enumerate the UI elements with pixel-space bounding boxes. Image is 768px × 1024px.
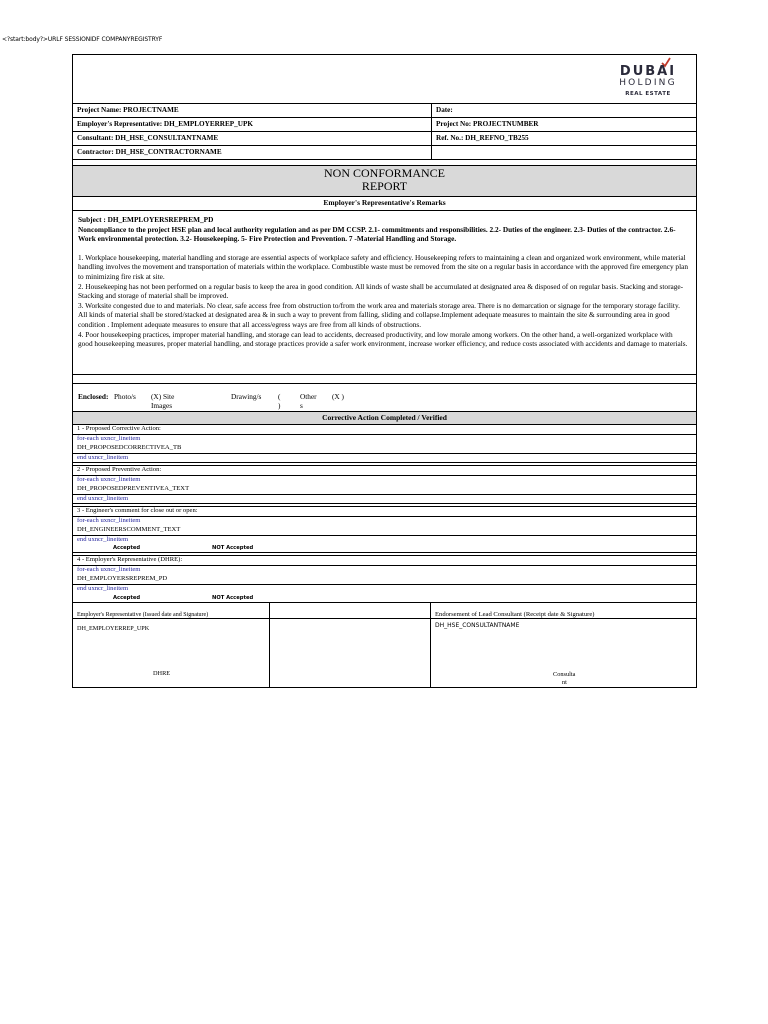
site-images-word: Images bbox=[151, 401, 173, 410]
others-option: (X ) bbox=[332, 392, 344, 401]
project-number: Project No: PROJECTNUMBER bbox=[431, 118, 696, 131]
date: Date: bbox=[431, 104, 696, 117]
section-4-loop-end: end uxncr_lineitem bbox=[77, 585, 129, 592]
noncompliance-statement: Noncompliance to the project HSE plan and local authority regulation and as per DM CCSP. 2.1- commitments and responsibilities. 2.2- Duties of the engineer. 2.3- Duties of the contractor. 2.6- Work environmental protection. 3.2- Housekeeping. 5- Fire Protection and Prevention. 7 -Material Handling and Storage. bbox=[78, 224, 676, 244]
enclosed-label: Enclosed: bbox=[78, 392, 109, 401]
logo-line-3: REAL ESTATE bbox=[625, 91, 671, 97]
remark-point: 3. Worksite congested due to and materials. No clear, safe access free from obstruction to/from the work area and materials storage area. There is no demarcation or signage for the temporary storage facility. All kinds of material shall be stored/stacked at designated area & in such a way to prevent from falling, sliding and collapse.Implement adequate measures to maintain the site & surrounding area in good condition . Implement adequate measures to ensure that all access/egress ways are free from all kinds of obstructions. bbox=[78, 300, 680, 329]
section-3-value: DH_ENGINEERSCOMMENT_TEXT bbox=[73, 526, 696, 536]
header-row-1 bbox=[73, 104, 696, 118]
drawings-label: Drawing/s bbox=[231, 392, 262, 401]
section-3-loop-start: for-each uxncr_lineitem bbox=[77, 517, 141, 524]
not-accepted-option[interactable]: NOT Accepted bbox=[212, 545, 254, 551]
template-header-line: <?start:body?>URLF SESSIONIDF COMPANYREGISTRYF bbox=[2, 36, 163, 43]
remark-point: 2. Housekeeping has not been performed on a regular basis to keep the area in good condition. All kinds of waste shall be accumulated at designated area & disposed of on regular basis. Stacking and storage- Stacking and storage of material shall be improved. bbox=[78, 281, 684, 301]
title-line-2: REPORT bbox=[361, 178, 408, 193]
ncr-form bbox=[72, 54, 697, 688]
dhre-footer: DHRE bbox=[153, 670, 171, 677]
others-label: Other bbox=[300, 392, 317, 401]
employer-signature-label: Employer's Representative (Issued date and Signature) bbox=[77, 612, 209, 618]
blank-row bbox=[73, 375, 696, 384]
logo-row bbox=[73, 55, 696, 104]
consultant-endorsement-label: Endorsement of Lead Consultant (Receipt date & Signature) bbox=[435, 611, 595, 618]
consultant-signature-value: DH_HSE_CONSULTANTNAME bbox=[435, 622, 520, 629]
title-line-1: NON CONFORMANCE bbox=[323, 166, 445, 180]
consultant-footer-2: nt bbox=[562, 679, 567, 686]
consultant: Consultant: DH_HSE_CONSULTANTNAME bbox=[77, 134, 219, 142]
section-1-label: 1 - Proposed Corrective Action: bbox=[73, 425, 696, 435]
section-1-loop-start: for-each uxncr_lineitem bbox=[77, 435, 141, 442]
signature-block bbox=[73, 603, 696, 687]
drawings-bracket-close: ) bbox=[278, 401, 281, 410]
section-1-loop-end: end uxncr_lineitem bbox=[73, 454, 696, 463]
remarks-body bbox=[78, 215, 688, 349]
photos-label: Photo/s bbox=[114, 392, 136, 401]
section-2-loop-start: for-each uxncr_lineitem bbox=[77, 476, 141, 483]
employer-representative: Employer's Representative: DH_EMPLOYERREP_UPK bbox=[77, 120, 253, 128]
section-4-value: DH_EMPLOYERSREPREM_PD bbox=[73, 575, 696, 585]
section-3-label: 3 - Engineer's comment for close out or open: bbox=[73, 507, 696, 517]
logo-line-1: DUBAI bbox=[619, 64, 677, 79]
signature-left-label-cell bbox=[73, 603, 269, 619]
others-label-suffix: s bbox=[300, 401, 303, 410]
dubai-holding-logo bbox=[618, 65, 678, 103]
consultant-footer-1: Consulta bbox=[553, 671, 576, 678]
subject: Subject : DH_EMPLOYERSREPREM_PD bbox=[78, 215, 214, 224]
contractor: Contractor: DH_HSE_CONTRACTORNAME bbox=[77, 148, 222, 156]
site-images-option: (X) Site bbox=[151, 392, 175, 401]
remark-point: 4. Poor housekeeping practices, improper material handling, and storage can lead to accidents, decreased productivity, and low morale among workers. On the other hand, a well-organized workplace with good housekeeping measures, proper material handling, and storage practices provide a safer work environment, increase worker efficiency, and reduce costs associated with accidents and damage to materials. bbox=[78, 329, 688, 349]
project-name: Project Name: PROJECTNAME bbox=[77, 106, 179, 114]
section-2-label: 2 - Proposed Preventive Action: bbox=[73, 466, 696, 476]
remarks-section bbox=[73, 211, 696, 375]
drawings-bracket-open: ( bbox=[278, 392, 281, 401]
remarks-heading: Employer's Representative's Remarks bbox=[73, 197, 696, 211]
logo-line-2: HOLDING bbox=[619, 78, 677, 88]
signature-middle-cell bbox=[269, 603, 431, 687]
section-4-loop-start: for-each uxncr_lineitem bbox=[77, 566, 141, 573]
section-3-loop-end: end uxncr_lineitem bbox=[77, 536, 129, 543]
section-3-decision-row bbox=[73, 545, 696, 553]
header-empty-cell bbox=[431, 146, 696, 159]
section-2-value: DH_PROPOSEDPREVENTIVEA_TEXT bbox=[73, 485, 696, 495]
enclosed-row bbox=[73, 384, 696, 412]
remark-point: 1. Workplace housekeeping, material handling and storage are essential aspects of workplace safety and efficiency. Housekeeping refers to maintaining a clean and organized work environment, while material handling involves the movement and transportation of materials within the workplace. Combustible waste must be removed from the site on a regular basis in accordance with the approved fire emergency plan to minimizing fire risk at site. bbox=[78, 252, 688, 281]
employer-signature-value: DH_EMPLOYERREP_UPK bbox=[77, 625, 150, 632]
header-row-4 bbox=[73, 146, 696, 160]
signature-right-label-cell bbox=[431, 603, 696, 619]
corrective-action-heading: Corrective Action Completed / Verified bbox=[73, 412, 696, 425]
header-row-2 bbox=[73, 118, 696, 132]
header-row-3 bbox=[73, 132, 696, 146]
reference-number: Ref. No.: DH_REFNO_TB255 bbox=[431, 132, 696, 145]
section-4-decision-row bbox=[73, 594, 696, 603]
accepted-option[interactable]: Accepted bbox=[113, 595, 141, 601]
not-accepted-option[interactable]: NOT Accepted bbox=[212, 595, 254, 601]
page-title bbox=[73, 166, 696, 197]
section-2-loop-end: end uxncr_lineitem bbox=[73, 495, 696, 504]
section-4-label: 4 - Employer's Representative (DHRE): bbox=[73, 556, 696, 566]
accepted-option[interactable]: Accepted bbox=[113, 545, 141, 551]
section-1-value: DH_PROPOSEDCORRECTIVEA_TB bbox=[73, 444, 696, 454]
